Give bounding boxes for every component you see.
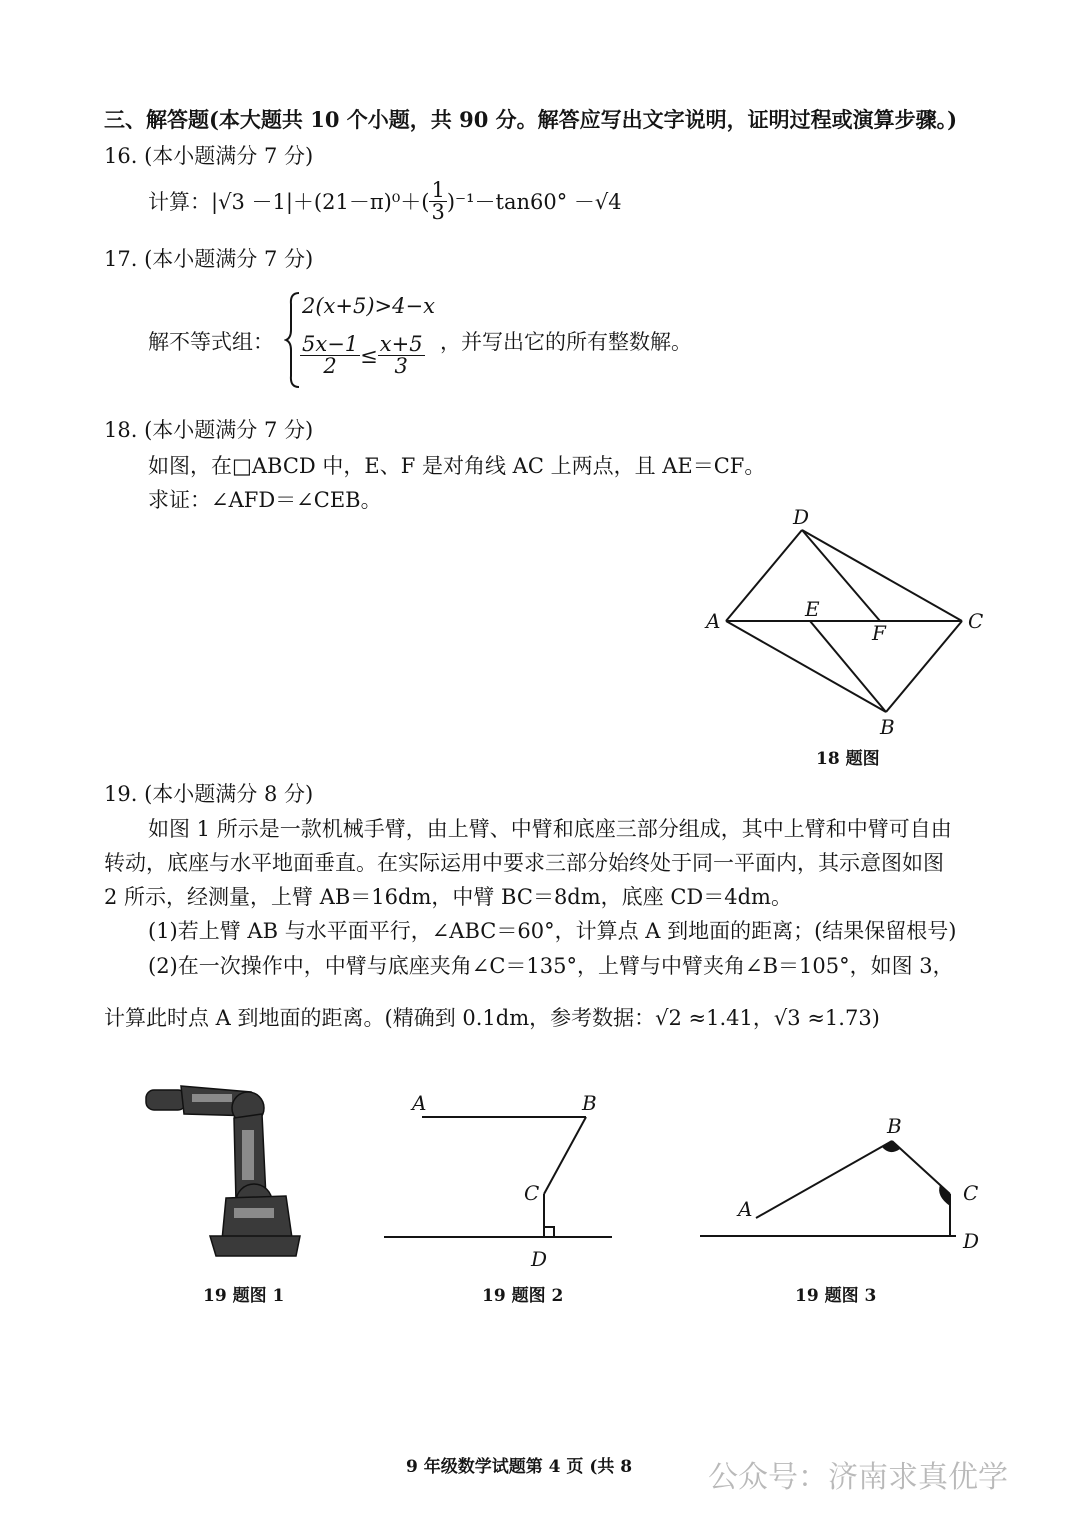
- fig19-3-label-B: B: [887, 1114, 902, 1138]
- q17-right-den: 3: [378, 355, 425, 377]
- fig19-3-label-C: C: [963, 1181, 979, 1205]
- q18-header: 18. (本小题满分 7 分): [104, 418, 314, 442]
- fig19-2-label-C: C: [524, 1181, 540, 1205]
- q16-header: 16. (本小题满分 7 分): [104, 144, 314, 168]
- q19-sub2: (2)在一次操作中，中臂与底座夹角∠C＝135°，上臂与中臂夹角∠B＝105°，如图 3，: [148, 954, 954, 978]
- fig19-2-caption: 19 题图 2: [482, 1286, 564, 1306]
- q19-para-line3: 2 所示，经测量，上臂 AB＝16dm，中臂 BC＝8dm，底座 CD＝4dm。: [104, 885, 792, 909]
- q17-left-den: 2: [300, 355, 360, 377]
- q17-line1: 2(x+5)>4−x: [302, 294, 435, 318]
- q18-line1: 如图，在□ABCD 中，E、F 是对角线 AC 上两点，且 AE＝CF。: [148, 454, 766, 478]
- fig18-label-F: F: [872, 621, 886, 645]
- fig18-label-B: B: [880, 715, 895, 739]
- q16-expr-b: )⁻¹－tan60° －√4: [446, 190, 622, 214]
- fig19-3-angle-B-mark: [882, 1141, 900, 1152]
- q18-line2: 求证：∠AFD＝∠CEB。: [148, 488, 382, 512]
- fig19-1-caption: 19 题图 1: [203, 1286, 285, 1306]
- q19-sub1: (1)若上臂 AB 与水平面平行，∠ABC＝60°，计算点 A 到地面的距离；(结果保留根号): [148, 919, 957, 943]
- fig19-3-caption: 19 题图 3: [795, 1286, 877, 1306]
- q16-frac-num: 1: [431, 177, 445, 202]
- fig18-label-C: C: [968, 609, 984, 633]
- fig18-caption: 18 题图: [816, 749, 880, 769]
- page-footer: 9 年级数学试题第 4 页 (共 8: [406, 1457, 633, 1477]
- q16-expr-a: |√3 －1|＋(21－π)⁰＋(: [211, 190, 430, 214]
- fig19-3-label-A: A: [738, 1197, 753, 1221]
- q17-header: 17. (本小题满分 7 分): [104, 247, 314, 271]
- fig19-3-BC: [892, 1141, 950, 1194]
- fig19-3-AB: [756, 1141, 892, 1218]
- fig18-label-A: A: [706, 609, 721, 633]
- q16-prefix: 计算：: [148, 190, 211, 214]
- fig19-2-label-B: B: [582, 1091, 597, 1115]
- fig19-3-label-D: D: [963, 1229, 980, 1253]
- q19-header: 19. (本小题满分 8 分): [104, 782, 314, 806]
- q19-para-line2: 转动，底座与水平地面垂直。在实际运用中要求三部分始终处于同一平面内，其示意图如图: [104, 851, 944, 875]
- section-heading: 三、解答题(本大题共 10 个小题，共 90 分。解答应写出文字说明，证明过程或演算步骤。): [104, 107, 958, 132]
- fig19-2-label-A: A: [412, 1091, 427, 1115]
- fig19-2-label-D: D: [531, 1247, 548, 1271]
- fig18-label-E: E: [805, 597, 820, 621]
- q17-left-num: 5x−1: [302, 332, 359, 356]
- q17-prefix: 解不等式组：: [148, 330, 274, 354]
- watermark: 公众号：济南求真优学: [708, 1460, 1008, 1495]
- fig18-label-D: D: [793, 505, 810, 529]
- q19-para-line1: 如图 1 所示是一款机械手臂，由上臂、中臂和底座三部分组成，其中上臂和中臂可自由: [148, 817, 952, 841]
- q19-sub2-cont: 计算此时点 A 到地面的距离。(精确到 0.1dm，参考数据：√2 ≈1.41，√3 ≈1.73): [104, 1006, 880, 1030]
- q17-right-num: x+5: [379, 332, 423, 356]
- q16-frac-den: 3: [431, 199, 445, 224]
- q17-suffix: ，并写出它的所有整数解。: [440, 330, 692, 354]
- q17-op: ≤: [360, 343, 378, 368]
